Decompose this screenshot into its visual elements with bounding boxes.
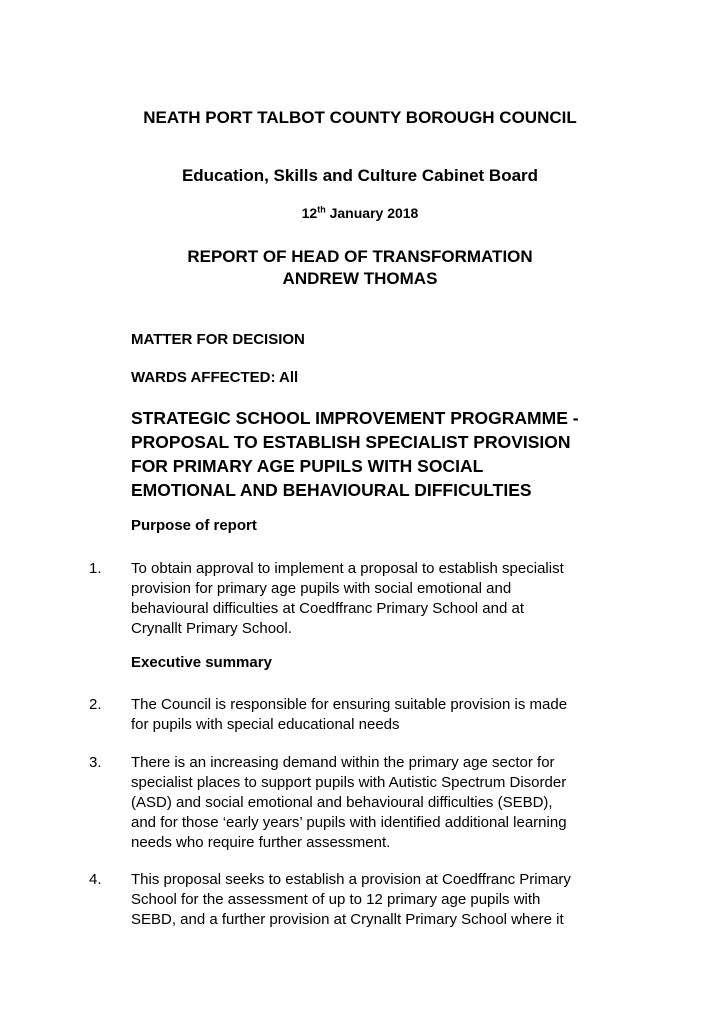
paragraph-line: specialist places to support pupils with Autistic Spectrum Disorder [131,774,567,791]
paragraph-line: SEBD, and a further provision at Crynallt Primary School where it [131,911,564,928]
paragraph-line: needs who require further assessment. [131,834,391,851]
paragraph-line: for pupils with special educational needs [131,716,400,733]
meeting-date [0,205,720,221]
executive-summary-heading: Executive summary [131,654,272,671]
paragraph-line: To obtain approval to implement a proposal to establish specialist [131,560,564,577]
subject-line3: FOR PRIMARY AGE PUPILS WITH SOCIAL [131,456,484,476]
paragraph-text [131,559,636,639]
paragraph-line: behavioural difficulties at Coedffranc Primary School and at [131,600,524,617]
paragraph-line: (ASD) and social emotional and behavioural difficulties (SEBD), [131,794,553,811]
paragraph-line: The Council is responsible for ensuring suitable provision is made [131,696,568,713]
paragraph-text [131,870,636,930]
board-name: Education, Skills and Culture Cabinet Board [181,166,539,185]
paragraph-line: and for those ‘early years’ pupils with identified additional learning [131,814,567,831]
subject-line4: EMOTIONAL AND BEHAVIOURAL DIFFICULTIES [131,480,532,500]
purpose-heading: Purpose of report [131,517,257,534]
report-author-line2: ANDREW THOMAS [282,269,438,288]
report-author [0,246,720,290]
date-month-year: January 2018 [325,205,419,221]
paragraph-line: This proposal seeks to establish a provision at Coedffranc Primary [131,871,571,888]
paragraph-text [131,695,636,735]
paragraph-line: There is an increasing demand within the primary age sector for [131,754,555,771]
report-author-line1: REPORT OF HEAD OF TRANSFORMATION [187,247,533,266]
subject-line2: PROPOSAL TO ESTABLISH SPECIALIST PROVISION [131,432,571,452]
wards-affected: WARDS AFFECTED: All [131,369,299,386]
date-day: 12 [301,205,318,221]
paragraph-number: 4. [89,871,102,888]
matter-for-decision: MATTER FOR DECISION [131,331,305,348]
paragraph-line: Crynallt Primary School. [131,620,292,637]
paragraph-number: 2. [89,696,102,713]
paragraph-number: 1. [89,560,102,577]
subject-line1: STRATEGIC SCHOOL IMPROVEMENT PROGRAMME - [131,408,579,428]
paragraph-line: provision for primary age pupils with social emotional and [131,580,512,597]
date-suffix: th [317,204,326,215]
report-subject [131,406,651,502]
paragraph-number: 3. [89,754,102,771]
paragraph-line: School for the assessment of up to 12 primary age pupils with [131,891,541,908]
council-name: NEATH PORT TALBOT COUNTY BOROUGH COUNCIL [143,108,577,127]
paragraph-text [131,753,636,853]
